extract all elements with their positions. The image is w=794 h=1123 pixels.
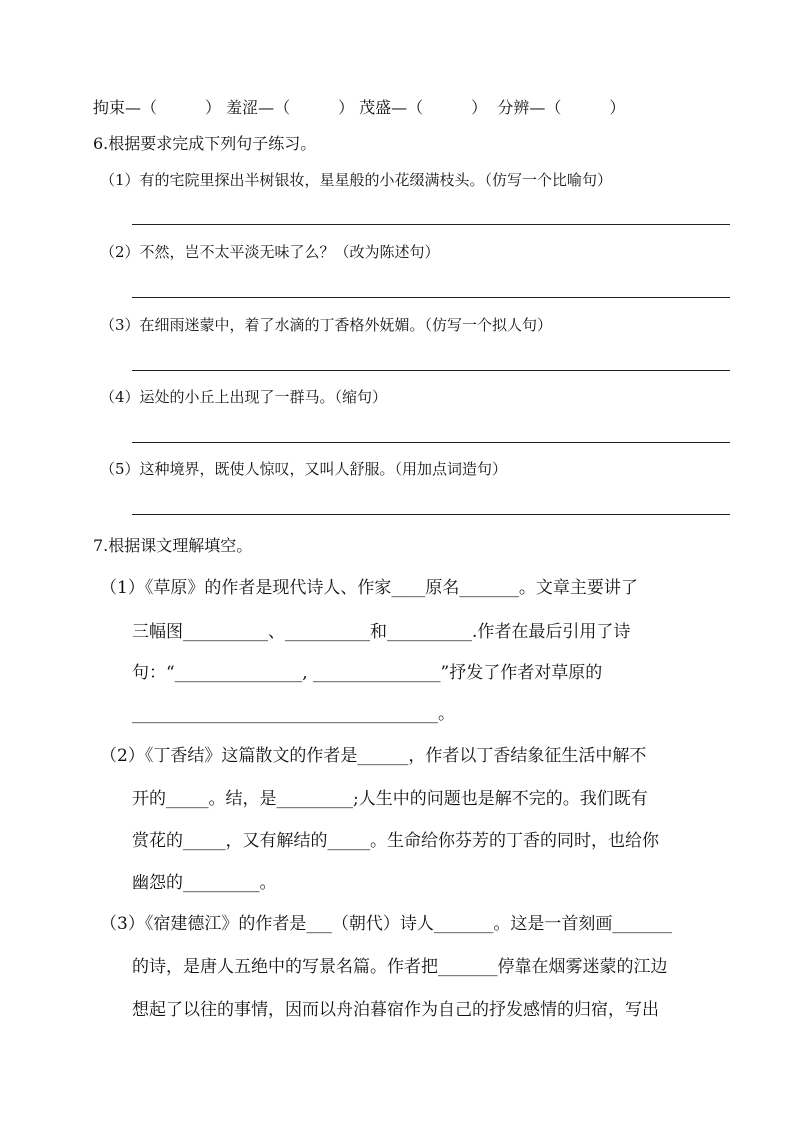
q7-item-2-line-3: 赏花的_____，又有解结的_____。生命给你芬芳的丁香的同时，也给你	[132, 831, 659, 851]
q6-answer-line-4[interactable]	[132, 442, 730, 443]
q7-item-2-line-2: 开的_____。结，是_________;人生中的问题也是解不完的。我们既有	[132, 789, 648, 809]
q7-item-3-line-3: 想起了以往的事情，因而以舟泊暮宿作为自己的抒发感情的归宿，写出	[132, 1000, 659, 1020]
q6-answer-line-2[interactable]	[132, 297, 730, 298]
q6-item-5: （5）这种境界，既使人惊叹，又叫人舒服。（用加点词造句）	[100, 460, 508, 478]
q7-item-1-line-2: 三幅图__________、__________和__________.作者在最后引用了诗	[132, 622, 631, 642]
vocab-antonym-line: 拘束—（ ） 羞涩—（ ） 茂盛—（ ） 分辨—（ ）	[93, 98, 626, 117]
q6-item-2: （2）不然，岂不太平淡无味了么？（改为陈述句）	[100, 243, 440, 261]
q6-item-3: （3）在细雨迷蒙中，着了水滴的丁香格外妩媚。（仿写一个拟人句）	[100, 316, 553, 334]
q6-answer-line-1[interactable]	[132, 224, 730, 225]
q7-item-1-line-4: ____________________________________。	[132, 704, 455, 724]
q6-answer-line-5[interactable]	[132, 514, 730, 515]
q7-item-2-line-1: （2）《丁香结》这篇散文的作者是______，作者以丁香结象征生活中解不	[100, 746, 647, 766]
question-6-title: 6.根据要求完成下列句子练习。	[93, 134, 317, 153]
q7-item-1-line-1: （1）《草原》的作者是现代诗人、作家____原名_______。文章主要讲了	[100, 578, 638, 598]
q7-item-2-line-4: 幽怨的_________。	[132, 873, 277, 893]
q6-item-4: （4）运处的小丘上出现了一群马。（缩句）	[100, 388, 388, 406]
q6-item-1: （1）有的宅院里探出半树银妆，星星般的小花缀满枝头。（仿写一个比喻句）	[100, 171, 613, 189]
q7-item-3-line-2: 的诗，是唐人五绝中的写景名篇。作者把_______停靠在烟雾迷蒙的江边	[132, 957, 668, 977]
q7-item-1-line-3: 句：“_______________, _______________”抒发了作者对草原的	[132, 663, 603, 683]
q6-answer-line-3[interactable]	[132, 370, 730, 371]
question-7-title: 7.根据课文理解填空。	[93, 536, 253, 555]
q7-item-3-line-1: （3）《宿建德江》的作者是___（朝代）诗人_______。这是一首刻画_______	[100, 914, 672, 934]
